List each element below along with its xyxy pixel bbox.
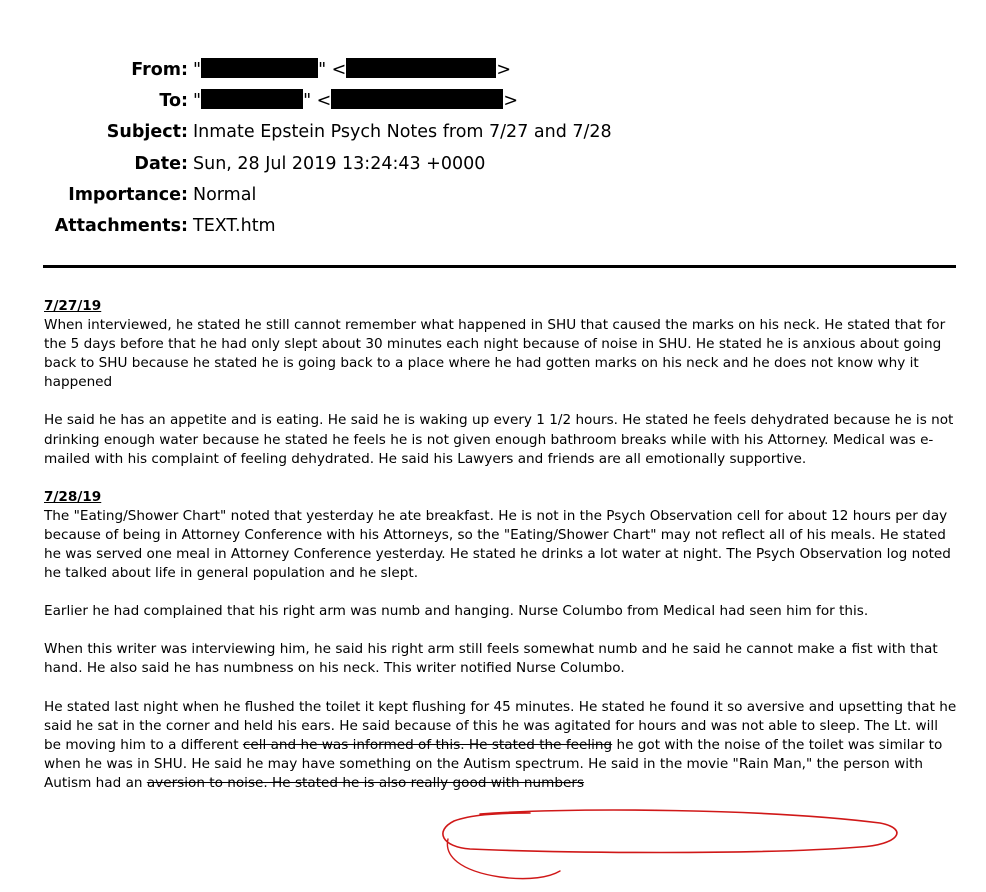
- subject-row: [0, 119, 986, 150]
- section-date-0728: 7/28/19: [44, 488, 102, 505]
- attachments-label: Attachments:: [54, 215, 188, 236]
- from-quote-open: ": [193, 60, 202, 80]
- importance-label: Importance:: [68, 184, 188, 205]
- section1-paragraph-2: He said he has an appetite and is eating. He said he is waking up every 1 1/2 hours. He stated he feels dehydrated because he is not drinking enough water because he stated he feels he is not given enough bathroom breaks while with his Attorney. Medical was e-mailed with his complaint of feeling dehydrated. He said his Lawyers and friends are all emotionally supportive.: [44, 412, 954, 467]
- email-body: [44, 297, 959, 812]
- attachments-value[interactable]: TEXT.htm: [193, 215, 276, 236]
- to-bracket-close: >: [503, 91, 519, 112]
- redacted-from-email: [346, 58, 496, 78]
- strikethrough-2: aversion to noise. He stated he is also really good with numbers: [146, 774, 585, 791]
- section2-p4-text-a: He stated last night when he flushed the toilet it kept flushing for 45 minutes. He stated he found it so aversive and upsetting that he said he sat in the corner and held his ears. He said because of this he was agitated for hours and was not able to sleep. The Lt. will be moving him to a different: [44, 698, 957, 753]
- to-quote-open: ": [193, 91, 202, 112]
- section1-paragraph-1: When interviewed, he stated he still cannot remember what happened in SHU that caused the marks on his neck. He stated that for the 5 days before that he had only slept about 30 minutes each night because of noise in SHU. He stated he is anxious about going back to SHU because he stated he is going back to a place where he had gotten marks on his neck and he does not know why it happened: [44, 317, 946, 391]
- to-value: [193, 88, 518, 114]
- red-handdrawn-circle-annotation: [440, 811, 900, 881]
- from-quote-mid: " <: [318, 60, 347, 80]
- strikethrough-1: cell and he was informed of this. He stated the feeling: [242, 736, 613, 753]
- from-bracket-close: >: [496, 60, 512, 80]
- subject-label: Subject:: [106, 122, 188, 143]
- importance-row: [0, 182, 986, 213]
- section2-paragraph-2: Earlier he had complained that his right arm was numb and hanging. Nurse Columbo from Medical had seen him for this.: [44, 603, 869, 620]
- section2-p4-text-b: he got with the noise of the toilet was similar to when he was in SHU. He said he may have something on the Autism spectrum. He said in the movie "Rain Man," the person with Autism had an: [44, 736, 943, 791]
- date-value: Sun, 28 Jul 2019 13:24:43 +0000: [193, 153, 486, 174]
- attachments-row: [0, 213, 986, 244]
- date-label: Date:: [134, 153, 188, 174]
- redacted-from-name: [201, 58, 318, 78]
- to-row: [0, 88, 986, 119]
- section-date-0727: 7/27/19: [44, 298, 102, 314]
- redacted-to-name: [201, 89, 303, 109]
- section2-paragraph-1: The "Eating/Shower Chart" noted that yesterday he ate breakfast. He is not in the Psych Observation cell for about 12 hours per day because of being in Attorney Conference with his Attorneys, so the "Eating/Shower Chart" may not reflect all of his meals. He stated he was served one meal in Attorney Conference yesterday. He stated he drinks a lot water at night. The Psych Observation log noted he talked about life in general population and he slept.: [44, 507, 951, 582]
- from-value: [193, 57, 511, 83]
- section2-paragraph-3: When this writer was interviewing him, he said his right arm still feels somewhat numb and he said he cannot make a fist with that hand. He also said he has numbness on his neck. This writer notified Nurse Columbo.: [44, 641, 938, 677]
- section2-paragraph-4: [44, 698, 959, 793]
- from-row: [0, 57, 986, 88]
- from-label: From:: [131, 60, 188, 80]
- header-divider: [43, 265, 956, 268]
- email-header: [0, 57, 986, 244]
- to-label: To:: [159, 91, 188, 112]
- redacted-to-email: [331, 89, 503, 109]
- date-row: [0, 151, 986, 182]
- importance-value: Normal: [193, 184, 257, 205]
- to-quote-mid: " <: [303, 91, 332, 112]
- subject-value: Inmate Epstein Psych Notes from 7/27 and 7/28: [193, 122, 612, 143]
